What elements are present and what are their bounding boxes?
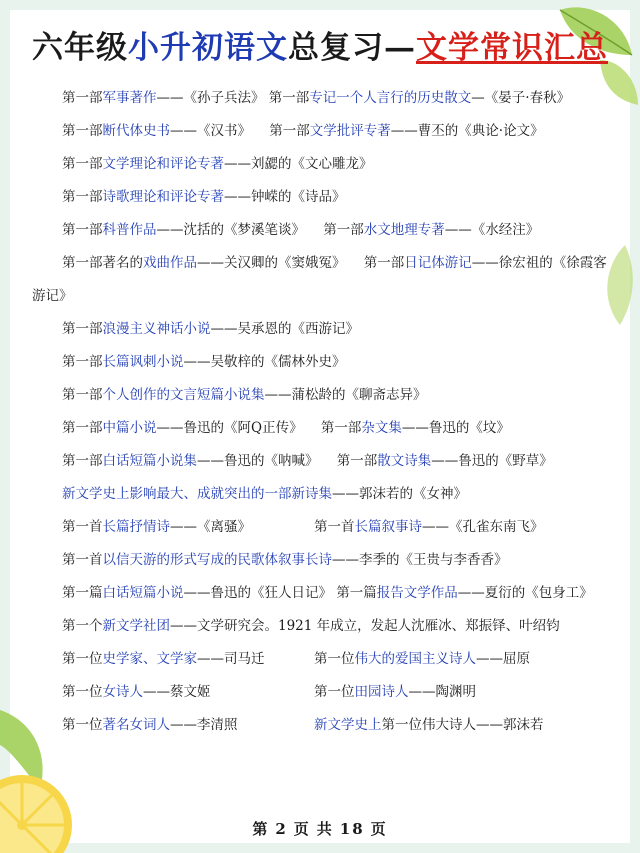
list-item — [32, 148, 612, 181]
entry-prefix: 第一部 — [62, 387, 103, 403]
list-item — [32, 379, 612, 412]
entry-detail: ——徐宏祖的《徐霞客游记》 — [32, 255, 607, 304]
entry-highlight: 新文学社团 — [102, 618, 170, 634]
entry-highlight: 以信天游的形式写成的民歌体叙事长诗 — [102, 552, 332, 568]
entry-prefix: 第一位 — [62, 717, 103, 733]
entry-prefix: 第一部 — [62, 222, 103, 238]
entry-detail: ——吴敬梓的《儒林外史》 — [183, 354, 346, 370]
entry-prefix: 第一位 — [314, 684, 355, 700]
entry-highlight: 断代体史书 — [102, 123, 170, 139]
entry-highlight: 军事著作 — [102, 90, 157, 106]
page-title — [0, 22, 640, 67]
entry-prefix: 第一部 — [320, 420, 362, 436]
entry-prefix: 第一部 — [62, 354, 103, 370]
entry-highlight: 科普作品 — [102, 222, 157, 238]
entry-highlight: 田园诗人 — [354, 684, 409, 700]
entry-highlight: 著名女词人 — [102, 717, 170, 733]
entry-prefix: 第一位 — [62, 684, 103, 700]
title-topic: 文学常识汇总 — [416, 30, 608, 66]
list-item — [32, 445, 612, 478]
list-item — [32, 247, 612, 313]
list-item — [32, 181, 612, 214]
knowledge-list — [32, 82, 612, 742]
entry-highlight: 白话短篇小说集 — [102, 453, 197, 469]
entry-prefix: 第一首 — [314, 519, 355, 535]
entry-prefix: 第一个 — [62, 618, 103, 634]
entry-prefix: 第一部 — [323, 222, 364, 238]
entry-detail: ——《水经注》 — [444, 222, 540, 238]
list-item — [32, 676, 612, 709]
entry-prefix: 第一部著名的 — [62, 255, 143, 271]
entry-detail: ——吴承恩的《西游记》 — [210, 321, 359, 337]
entry-prefix: 第一位 — [62, 651, 103, 667]
entry-highlight: 伟大的爱国主义诗人 — [354, 651, 476, 667]
entry-highlight: 诗歌理论和评论专著 — [102, 189, 224, 205]
list-item — [32, 313, 612, 346]
entry-highlight: 白话短篇小说 — [102, 585, 184, 601]
entry-highlight: 史学家、文学家 — [102, 651, 197, 667]
entry-detail: ——李季的《王贵与李香香》 — [332, 552, 508, 568]
entry-prefix: 第一部 — [363, 255, 405, 271]
entry-highlight: 杂文集 — [361, 420, 402, 436]
entry-highlight: 女诗人 — [102, 684, 143, 700]
entry-prefix: 第一部 — [62, 123, 103, 139]
entry-detail: ——鲁迅的《野草》 — [431, 453, 553, 469]
entry-highlight: 日记体游记 — [404, 255, 472, 271]
entry-prefix: 第一篇 — [62, 585, 103, 601]
entry-detail: ——钟嵘的《诗品》 — [224, 189, 346, 205]
entry-detail: ——曹丕的《典论·论文》 — [390, 123, 544, 139]
entry-detail: ——《离骚》 — [170, 519, 251, 535]
entry-detail: ——《汉书》 — [170, 123, 251, 139]
entry-detail: ——鲁迅的《呐喊》 — [197, 453, 319, 469]
entry-highlight: 文学批评专著 — [309, 123, 391, 139]
entry-prefix: 第一部 — [269, 123, 310, 139]
entry-prefix: 第一部 — [336, 453, 378, 469]
list-item — [32, 577, 612, 610]
entry-detail: ——鲁迅的《阿Q正传》 — [156, 420, 303, 436]
entry-highlight: 长篇抒情诗 — [102, 519, 170, 535]
entry-detail: ——鲁迅的《坟》 — [401, 420, 510, 436]
list-item — [32, 115, 612, 148]
entry-detail: ——关汉卿的《窦娥冤》 — [197, 255, 346, 271]
entry-highlight: 散文诗集 — [377, 453, 432, 469]
list-item — [32, 412, 612, 445]
title-subject: 小升初语文 — [128, 30, 288, 66]
entry-detail: ——郭沫若的《女神》 — [332, 486, 467, 502]
entry-prefix: 第一篇 — [336, 585, 377, 601]
entry-prefix: 第一部 — [62, 453, 103, 469]
entry-highlight: 专记一个人言行的历史散文 — [309, 90, 472, 106]
list-item — [32, 346, 612, 379]
entry-detail: ——司马迁 — [197, 651, 265, 667]
entry-detail: ——屈原 — [476, 651, 530, 667]
entry-prefix: 第一部 — [62, 420, 103, 436]
title-prefix: 六年级 — [32, 30, 128, 66]
entry-detail: ——陶渊明 — [408, 684, 476, 700]
entry-detail: —《晏子·春秋》 — [471, 90, 571, 106]
list-item — [32, 511, 612, 544]
entry-highlight: 浪漫主义神话小说 — [102, 321, 211, 337]
list-item — [32, 82, 612, 115]
entry-highlight: 水文地理专著 — [363, 222, 445, 238]
entry-highlight: 个人创作的文言短篇小说集 — [102, 387, 265, 403]
entry-highlight: 新文学史上 — [314, 717, 382, 733]
entry-prefix: 第一部 — [268, 90, 310, 106]
entry-detail: ——《孔雀东南飞》 — [422, 519, 544, 535]
title-middle: 总复习— — [288, 30, 416, 66]
entry-prefix: 第一部 — [62, 90, 103, 106]
list-item — [32, 478, 612, 511]
entry-prefix: 第一位 — [314, 651, 355, 667]
entry-detail: ——沈括的《梦溪笔谈》 — [156, 222, 305, 238]
entry-highlight: 报告文学作品 — [376, 585, 458, 601]
entry-prefix: 第一部 — [62, 156, 103, 172]
page-number: 第 2 页 共 18 页 — [252, 820, 388, 838]
entry-detail: 第一位伟大诗人——郭沫若 — [381, 717, 544, 733]
entry-detail: ——文学研究会。1921 年成立，发起人沈雁冰、郑振铎、叶绍钧 — [170, 618, 560, 634]
list-item — [32, 610, 612, 643]
entry-prefix: 第一首 — [62, 552, 103, 568]
entry-detail: ——鲁迅的《狂人日记》 — [183, 585, 332, 601]
entry-detail: ——蔡文姬 — [143, 684, 211, 700]
entry-detail: ——《孙子兵法》 — [156, 90, 265, 106]
entry-detail: ——李清照 — [170, 717, 238, 733]
entry-detail: ——刘勰的《文心雕龙》 — [224, 156, 373, 172]
entry-prefix: 第一首 — [62, 519, 103, 535]
entry-highlight: 中篇小说 — [102, 420, 157, 436]
entry-detail: ——蒲松龄的《聊斋志异》 — [264, 387, 427, 403]
entry-highlight: 文学理论和评论专著 — [102, 156, 224, 172]
list-item — [32, 544, 612, 577]
entry-highlight: 戏曲作品 — [143, 255, 197, 271]
entry-highlight: 长篇讽刺小说 — [102, 354, 184, 370]
list-item — [32, 214, 612, 247]
entry-detail: ——夏衍的《包身工》 — [457, 585, 593, 601]
list-item — [32, 643, 612, 676]
entry-highlight: 长篇叙事诗 — [354, 519, 422, 535]
list-item — [32, 709, 612, 742]
entry-highlight: 新文学史上影响最大、成就突出的一部新诗集 — [62, 486, 332, 502]
entry-prefix: 第一部 — [62, 321, 103, 337]
entry-prefix: 第一部 — [62, 189, 103, 205]
